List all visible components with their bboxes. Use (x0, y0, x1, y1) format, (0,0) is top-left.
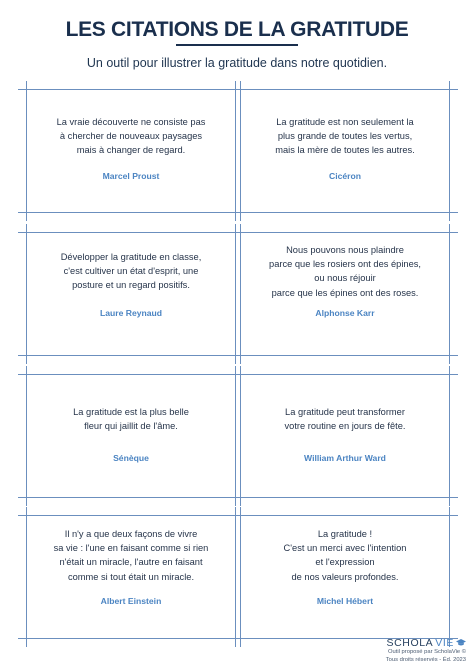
quote-text: Développer la gratitude en classe, c'est cultiver un état d'esprit, une posture et un regard positifs. (60, 252, 202, 291)
footer-credit: Outil proposé par ScholaVie © (388, 649, 466, 655)
quote-card-seneque (26, 374, 236, 498)
quote-text: La gratitude est non seulement la plus grande de toutes les vertus, mais la mère de toutes les autres. (275, 117, 415, 156)
footer-rights: Tous droits réservés - Éd. 2023 (385, 656, 466, 663)
quote-text: La gratitude ! C'est un merci avec l'intention et l'expression de nos valeurs profondes. (283, 529, 407, 582)
footer (386, 637, 466, 664)
quote-author: William Arthur Ward (304, 453, 386, 463)
quote-text: Nous pouvons nous plaindre parce que les rosiers ont des épines, ou nous réjouir parce que les épines ont des roses. (269, 245, 421, 298)
quote-author: Laure Reynaud (99, 308, 163, 318)
quote-author: Albert Einstein (100, 596, 162, 606)
quote-author: Sénèque (113, 453, 149, 463)
quote-author: Cicéron (329, 171, 361, 181)
quote-card-einstein (26, 515, 236, 639)
quote-text: La gratitude peut transformer votre routine en jours de fête. (284, 407, 406, 432)
brand-logo (386, 637, 466, 649)
quote-author: Marcel Proust (102, 171, 160, 181)
quote-text: La gratitude est la plus belle fleur qui jaillit de l'âme. (73, 407, 189, 432)
graduation-cap-icon (456, 639, 466, 647)
page-title: LES CITATIONS DE LA GRATITUDE (65, 18, 409, 41)
quote-text: Il n'y a que deux façons de vivre sa vie : l'une en faisant comme si rien n'était un miracle, l'autre en faisant comme si tout était un miracle. (53, 529, 209, 582)
quote-card-ward (240, 374, 450, 498)
brand-name: SCHOLA (386, 637, 434, 649)
quote-card-karr (240, 232, 450, 356)
quote-author: Michel Hébert (316, 596, 374, 606)
quote-card-reynaud (26, 232, 236, 356)
quote-text: La vraie découverte ne consiste pas à chercher de nouveaux paysages mais à changer de regard. (56, 117, 206, 156)
title-underline (176, 44, 298, 46)
brand-accent: VIE (435, 637, 454, 649)
page-subtitle: Un outil pour illustrer la gratitude dans notre quotidien. (86, 56, 388, 70)
quote-card-proust (26, 89, 236, 213)
quote-card-ciceron (240, 89, 450, 213)
quote-author: Alphonse Karr (315, 308, 375, 318)
quote-card-hebert (240, 515, 450, 639)
